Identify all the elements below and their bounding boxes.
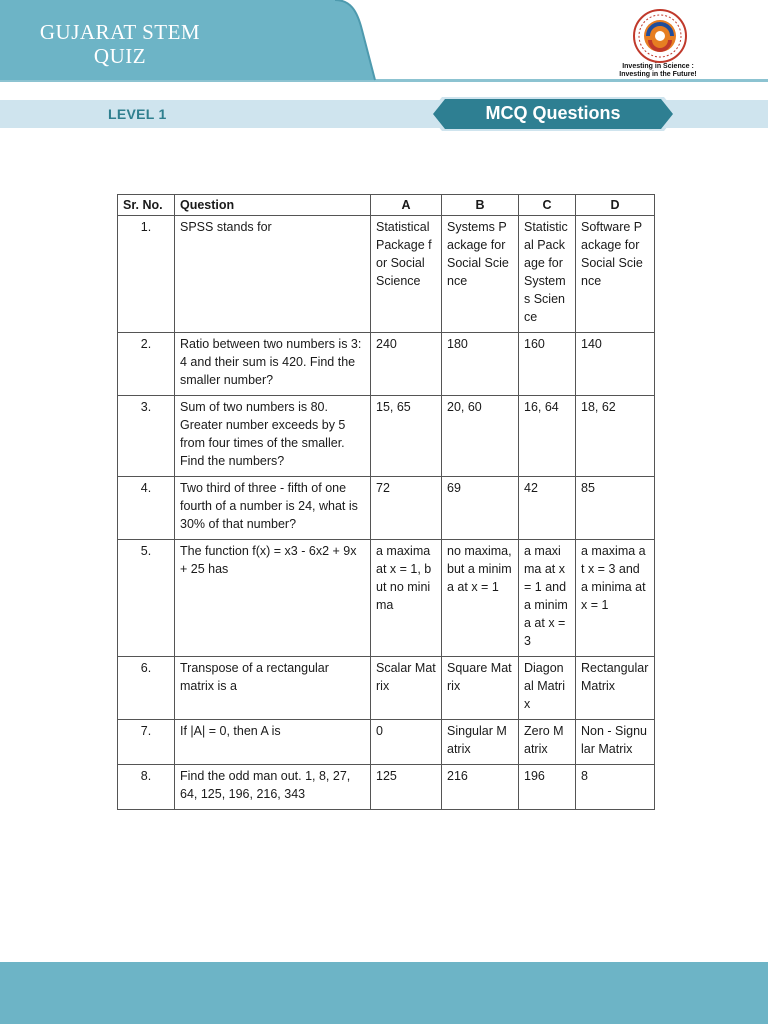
quiz-title: GUJARAT STEM QUIZ — [39, 20, 201, 68]
mcq-table — [117, 194, 655, 810]
sr-no-cell: 6. — [118, 657, 175, 720]
sr-no-cell: 1. — [118, 216, 175, 333]
option-c-cell: Zero Matrix — [519, 720, 576, 765]
option-a-cell: Statistical Package for Social Science — [371, 216, 442, 333]
header-option-b: B — [442, 195, 519, 216]
sr-no-cell: 7. — [118, 720, 175, 765]
table-row — [118, 333, 655, 396]
table-row — [118, 396, 655, 477]
option-b-cell: Square Matrix — [442, 657, 519, 720]
table-row — [118, 720, 655, 765]
option-c-cell: Statistical Package for Systems Science — [519, 216, 576, 333]
option-a-cell: 72 — [371, 477, 442, 540]
footer-band — [0, 962, 768, 1024]
tagline — [608, 63, 708, 79]
table-row — [118, 477, 655, 540]
question-cell: Find the odd man out. 1, 8, 27, 64, 125, 196, 216, 343 — [175, 765, 371, 810]
table-row — [118, 765, 655, 810]
question-cell: Two third of three - fifth of one fourth of a number is 24, what is 30% of that number? — [175, 477, 371, 540]
option-b-cell: 20, 60 — [442, 396, 519, 477]
option-a-cell: 15, 65 — [371, 396, 442, 477]
tagline-line-2: Investing in the Future! — [619, 71, 697, 78]
institution-logo-icon — [630, 8, 690, 64]
option-c-cell: 42 — [519, 477, 576, 540]
option-d-cell: 8 — [576, 765, 655, 810]
option-c-cell: Diagonal Matrix — [519, 657, 576, 720]
option-a-cell: 240 — [371, 333, 442, 396]
option-a-cell: 0 — [371, 720, 442, 765]
table-row — [118, 540, 655, 657]
option-b-cell: 180 — [442, 333, 519, 396]
header-option-a: A — [371, 195, 442, 216]
question-cell: SPSS stands for — [175, 216, 371, 333]
tagline-line-1: Investing in Science : — [622, 63, 694, 70]
option-d-cell: 140 — [576, 333, 655, 396]
option-c-cell: a maxima at x= 1 and a minima at x = 3 — [519, 540, 576, 657]
option-d-cell: Rectangular Matrix — [576, 657, 655, 720]
mcq-banner — [428, 97, 678, 131]
sr-no-cell: 3. — [118, 396, 175, 477]
option-c-cell: 160 — [519, 333, 576, 396]
option-b-cell: Systems Package for Social Science — [442, 216, 519, 333]
option-b-cell: 216 — [442, 765, 519, 810]
sr-no-cell: 2. — [118, 333, 175, 396]
option-d-cell: 18, 62 — [576, 396, 655, 477]
question-cell: The function f(x) = x3 - 6x2 + 9x + 25 has — [175, 540, 371, 657]
table-header-row — [118, 195, 655, 216]
option-d-cell: a maxima at x = 3 and a minima at x = 1 — [576, 540, 655, 657]
mcq-banner-label: MCQ Questions — [485, 103, 621, 123]
header-option-d: D — [576, 195, 655, 216]
option-a-cell: 125 — [371, 765, 442, 810]
option-d-cell: Non - Signular Matrix — [576, 720, 655, 765]
option-a-cell: Scalar Matrix — [371, 657, 442, 720]
option-a-cell: a maxima at x = 1, but no minima — [371, 540, 442, 657]
option-b-cell: Singular Matrix — [442, 720, 519, 765]
question-cell: Sum of two numbers is 80. Greater number exceeds by 5 from four times of the smaller. Find the numbers? — [175, 396, 371, 477]
question-cell: If |A| = 0, then A is — [175, 720, 371, 765]
option-d-cell: Software Package for Social Science — [576, 216, 655, 333]
question-cell: Transpose of a rectangular matrix is a — [175, 657, 371, 720]
sr-no-cell: 4. — [118, 477, 175, 540]
header-option-c: C — [519, 195, 576, 216]
question-cell: Ratio between two numbers is 3: 4 and their sum is 420. Find the smaller number? — [175, 333, 371, 396]
option-c-cell: 196 — [519, 765, 576, 810]
sr-no-cell: 5. — [118, 540, 175, 657]
option-b-cell: 69 — [442, 477, 519, 540]
option-b-cell: no maxima, but a minima at x = 1 — [442, 540, 519, 657]
level-label: LEVEL 1 — [108, 106, 167, 122]
option-c-cell: 16, 64 — [519, 396, 576, 477]
header-question: Question — [175, 195, 371, 216]
table-row — [118, 216, 655, 333]
header-sr-no: Sr. No. — [118, 195, 175, 216]
sr-no-cell: 8. — [118, 765, 175, 810]
table-row — [118, 657, 655, 720]
option-d-cell: 85 — [576, 477, 655, 540]
